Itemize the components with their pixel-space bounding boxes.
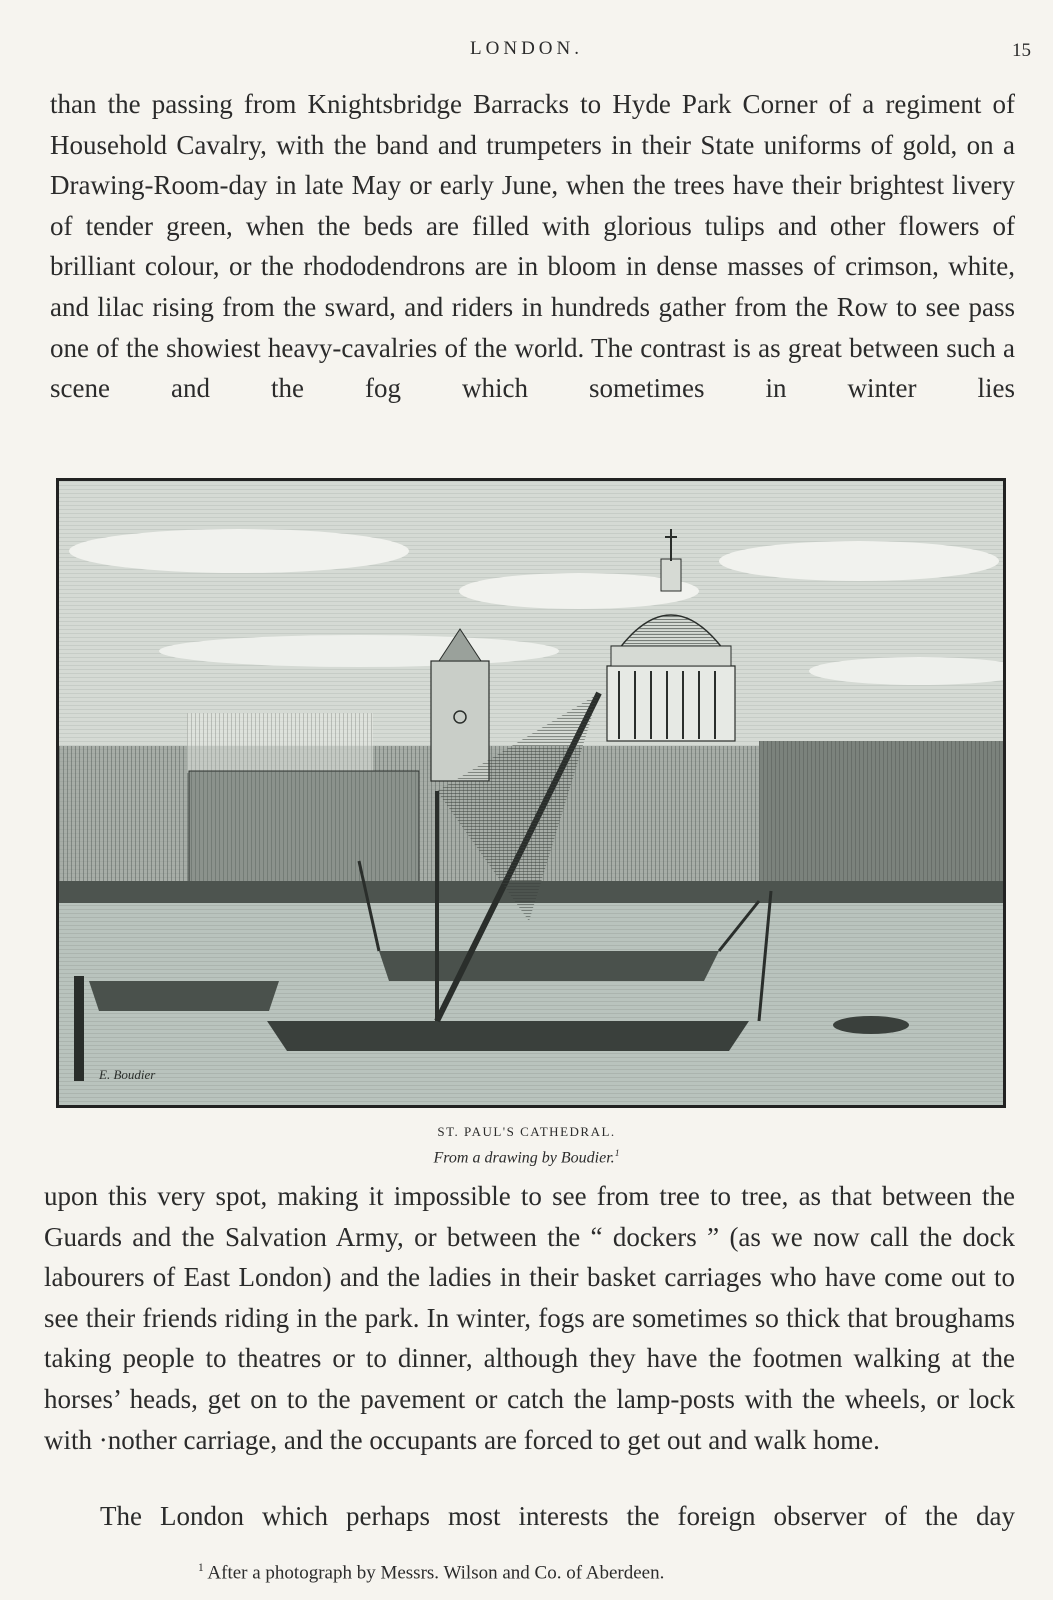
barge-front	[267, 1021, 749, 1051]
footnote	[198, 1562, 664, 1584]
footnote-number: 1	[198, 1562, 204, 1574]
body-paragraph-1: than the passing from Knightsbridge Barracks to Hyde Park Corner of a regiment of Household Cavalry, with the band and trumpeters in their State uniforms of gold, on a Drawing-Room-day in late May or early June, when the trees have their brightest livery of tender green, when the beds are filled with glorious tulips and other flowers of brilliant colour, or the rhododendrons are in bloom in dense masses of crimson, white, and lilac rising from the sward, and riders in hundreds gather from the Row to see pass one of the showiest heavy-cavalries of the world. The contrast is as great between such a scene and the fog which sometimes in winter lies	[50, 89, 1015, 404]
caption-credit	[0, 1148, 1053, 1167]
running-head: LONDON.	[470, 38, 583, 59]
page-number: 15	[1012, 40, 1031, 61]
lantern	[661, 559, 681, 591]
footnote-marker: 1	[614, 1148, 620, 1159]
cloud	[69, 529, 409, 573]
artist-signature: E. Boudier	[99, 1067, 156, 1082]
caption-credit-text: From a drawing by Boudier.	[433, 1149, 615, 1167]
illustration-st-pauls	[56, 478, 1006, 1108]
caption-title: ST. PAUL'S CATHEDRAL.	[437, 1124, 616, 1139]
body-paragraph-2: upon this very spot, making it impossible to see from tree to tree, as that between the Guards and the Salvation Army, or between the “ dockers ” (as we now call the dock labourers of East London) and the ladies in their basket carriages who have come out to see their friends riding in the park. In winter, fogs are sometimes so thick that broughams taking people to theatres or to dinner, although they have the footmen walking at the horses’ heads, get on to the pavement or catch the lamp-posts with the wheels, or lock with ·nother carriage, and the occupants are forced to get out and walk home.	[44, 1181, 1015, 1455]
body-paragraph-3: The London which perhaps most interests the foreign observer of the day	[100, 1501, 1015, 1531]
engraving	[59, 481, 1003, 1105]
footnote-text: After a photograph by Messrs. Wilson and Co. of Aberdeen.	[207, 1562, 665, 1584]
cloud	[719, 541, 999, 581]
cloud	[159, 635, 559, 667]
small-boat	[833, 1016, 909, 1034]
barge-back	[379, 951, 719, 981]
west-tower	[431, 661, 489, 781]
barge-left	[89, 981, 279, 1011]
